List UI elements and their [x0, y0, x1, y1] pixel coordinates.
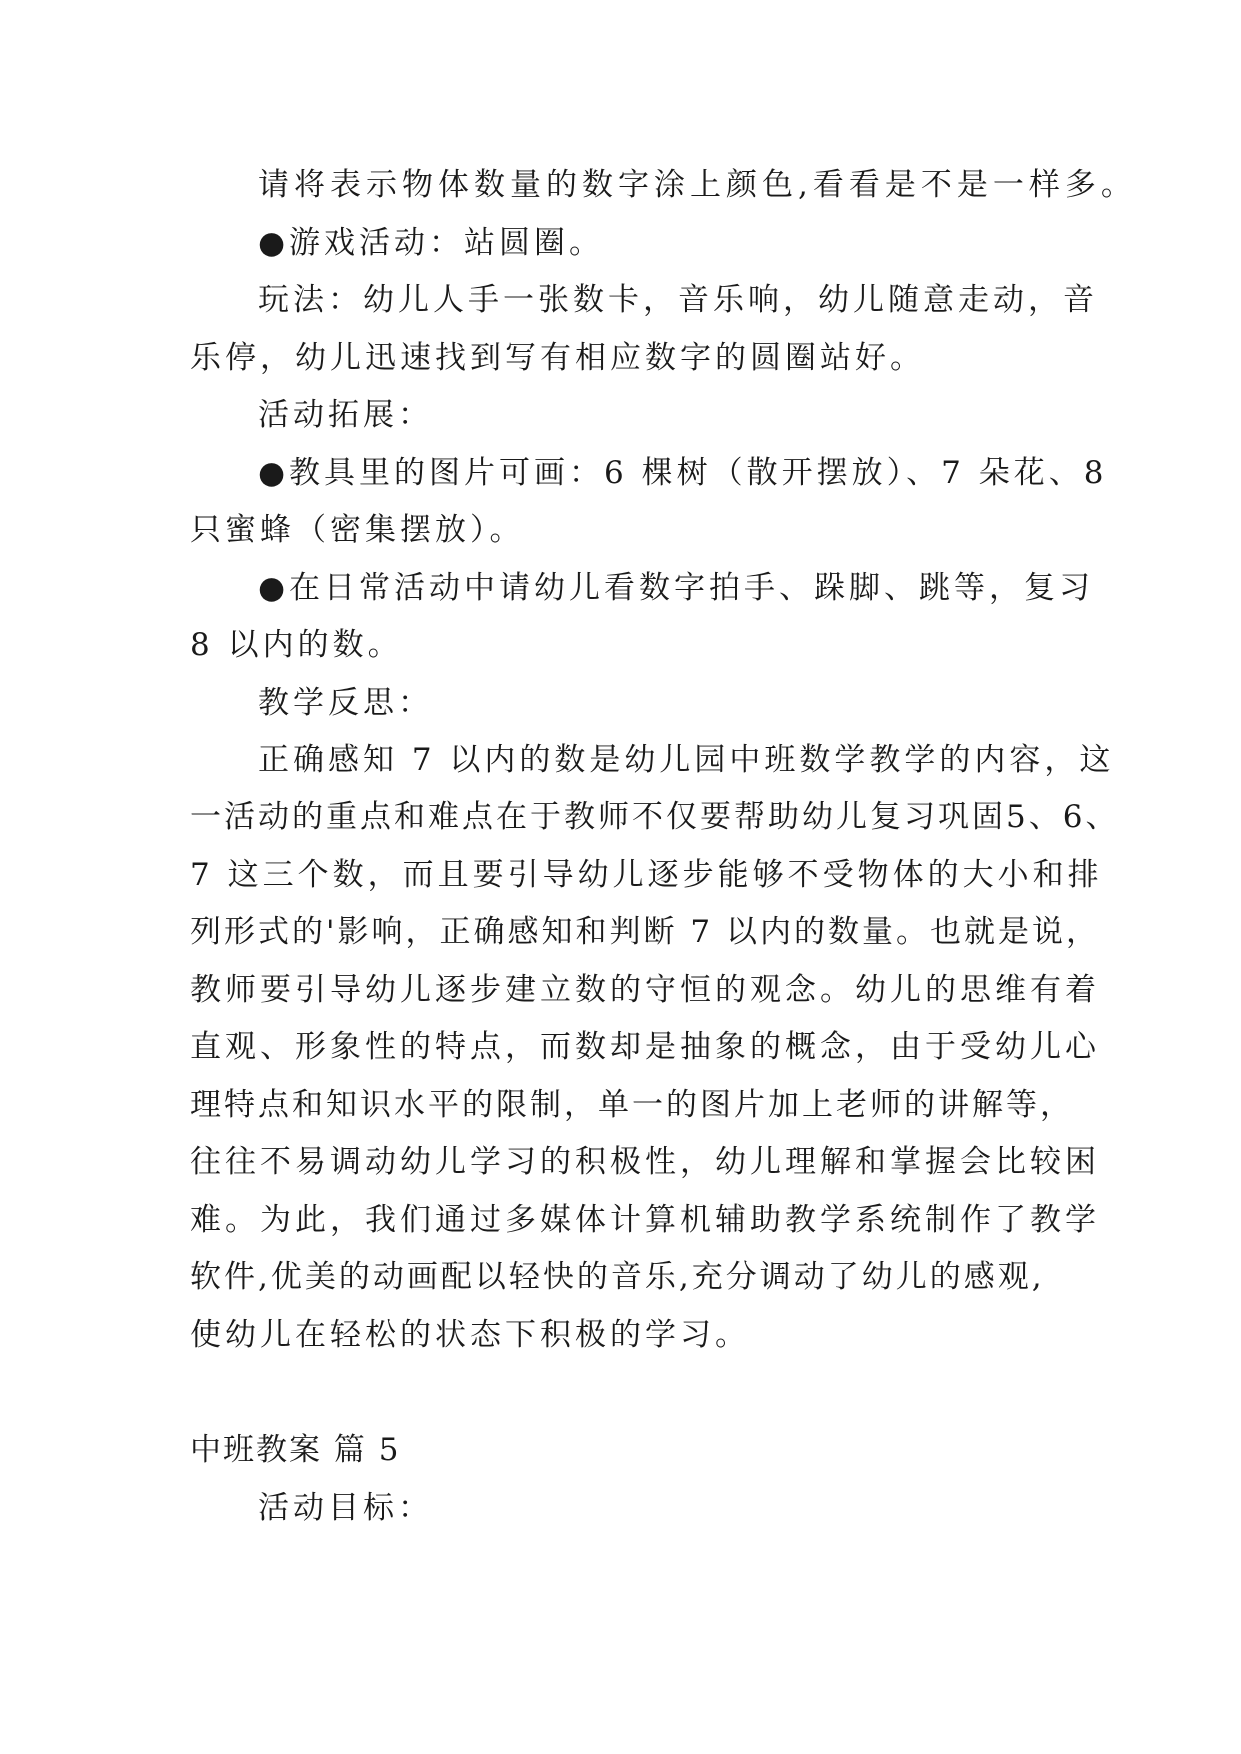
- paragraph-line: 直观、形象性的特点，而数却是抽象的概念，由于受幼儿心: [190, 1029, 1100, 1065]
- subheading: 活动拓展：: [258, 397, 433, 433]
- subheading: 教学反思：: [258, 685, 433, 721]
- paragraph-line: 7 这三个数，而且要引导幼儿逐步能够不受物体的大小和排: [190, 857, 1103, 893]
- bullet-line: ●在日常活动中请幼儿看数字拍手、跺脚、跳等，复习: [258, 570, 1095, 606]
- paragraph-line: 8 以内的数。: [190, 627, 403, 663]
- paragraph-line: 玩法：幼儿人手一张数卡，音乐响，幼儿随意走动，音: [258, 282, 1098, 318]
- bullet-line: ●教具里的图片可画：6 棵树（散开摆放）、7 朵花、8: [258, 455, 1108, 491]
- paragraph-line: 只蜜蜂（密集摆放）。: [190, 512, 525, 548]
- paragraph-line: 使幼儿在轻松的状态下积极的学习。: [190, 1317, 750, 1353]
- paragraph-line: 一活动的重点和难点在于教师不仅要帮助幼儿复习巩固5、6、: [190, 799, 1120, 835]
- paragraph-line: 难。为此，我们通过多媒体计算机辅助教学系统制作了教学: [190, 1202, 1100, 1238]
- paragraph-line: 往往不易调动幼儿学习的积极性，幼儿理解和掌握会比较困: [190, 1144, 1100, 1180]
- bullet-line: ●游戏活动：站圆圈。: [258, 225, 605, 261]
- paragraph-line: 请将表示物体数量的数字涂上颜色,看看是不是一样多。: [258, 167, 1137, 203]
- paragraph-line: 乐停，幼儿迅速找到写有相应数字的圆圈站好。: [190, 340, 925, 376]
- paragraph-line: 理特点和知识水平的限制，单一的图片加上老师的讲解等，: [190, 1087, 1074, 1123]
- paragraph-line: 正确感知 7 以内的数是幼儿园中班数学教学的内容，这: [258, 742, 1115, 778]
- subheading: 活动目标：: [258, 1490, 433, 1526]
- paragraph-line: 教师要引导幼儿逐步建立数的守恒的观念。幼儿的思维有着: [190, 972, 1100, 1008]
- section-heading: 中班教案 篇 5: [190, 1432, 401, 1468]
- paragraph-line: 软件,优美的动画配以轻快的音乐,充分调动了幼儿的感观,: [190, 1259, 1045, 1295]
- paragraph-line: 列形式的'影响，正确感知和判断 7 以内的数量。也就是说，: [190, 914, 1100, 950]
